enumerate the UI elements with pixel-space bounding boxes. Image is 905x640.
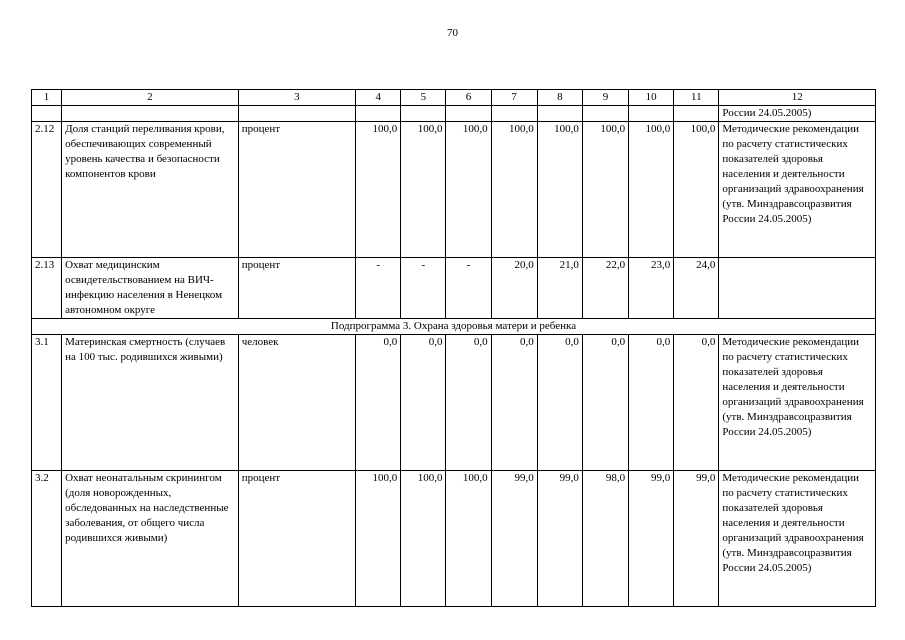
value-cell: 100,0 (356, 471, 401, 607)
column-header: 11 (674, 90, 719, 106)
column-header: 3 (238, 90, 355, 106)
unit: процент (238, 471, 355, 607)
column-header: 7 (491, 90, 537, 106)
carry-over-source: России 24.05.2005) (719, 106, 876, 122)
value-cell: 98,0 (582, 471, 628, 607)
row-number: 2.13 (32, 258, 62, 319)
page-number: 70 (447, 27, 458, 39)
value-cell: 0,0 (674, 335, 719, 471)
indicator-name: Охват медицинским освидетельствованием на ВИЧ-инфекцию населения в Ненецком автономном округе (62, 258, 239, 319)
source-note: Методические рекомендации по расчету статистических показателей здоровья населения и деятельности организаций здравоохранения (утв. Минздравсоцразвития России 24.05.2005) (719, 335, 876, 471)
column-header: 5 (401, 90, 446, 106)
unit: процент (238, 122, 355, 258)
value-cell: 99,0 (491, 471, 537, 607)
column-header: 1 (32, 90, 62, 106)
value-cell: - (446, 258, 491, 319)
row-number: 2.12 (32, 122, 62, 258)
value-cell: 0,0 (582, 335, 628, 471)
table-row (32, 258, 876, 319)
value-cell: 0,0 (356, 335, 401, 471)
value-cell: 0,0 (401, 335, 446, 471)
value-cell: 100,0 (537, 122, 582, 258)
value-cell: 100,0 (446, 122, 491, 258)
column-header: 6 (446, 90, 491, 106)
indicator-name: Материнская смертность (случаев на 100 тыс. родившихся живыми) (62, 335, 239, 471)
source-note: Методические рекомендации по расчету статистических показателей здоровья населения и деятельности организаций здравоохранения (утв. Минздравсоцразвития России 24.05.2005) (719, 122, 876, 258)
column-header-row (32, 90, 876, 106)
subprogram-row (32, 319, 876, 335)
value-cell: 21,0 (537, 258, 582, 319)
source-note: Методические рекомендации по расчету статистических показателей здоровья населения и деятельности организаций здравоохранения (утв. Минздравсоцразвития России 24.05.2005) (719, 471, 876, 607)
value-cell: 22,0 (582, 258, 628, 319)
value-cell: 100,0 (674, 122, 719, 258)
indicator-name: Доля станций переливания крови, обеспечивающих современный уровень качества и безопасности компонентов крови (62, 122, 239, 258)
column-header: 10 (629, 90, 674, 106)
value-cell: 100,0 (356, 122, 401, 258)
indicators-table (31, 89, 876, 607)
row-number: 3.2 (32, 471, 62, 607)
table-row (32, 471, 876, 607)
value-cell: - (401, 258, 446, 319)
value-cell: 100,0 (401, 122, 446, 258)
column-header: 9 (582, 90, 628, 106)
table-row (32, 335, 876, 471)
row-number: 3.1 (32, 335, 62, 471)
value-cell: 0,0 (629, 335, 674, 471)
value-cell: 100,0 (401, 471, 446, 607)
table-row (32, 122, 876, 258)
value-cell: 0,0 (446, 335, 491, 471)
value-cell: 99,0 (629, 471, 674, 607)
source-note (719, 258, 876, 319)
value-cell: 99,0 (674, 471, 719, 607)
carry-over-row (32, 106, 876, 122)
value-cell: 20,0 (491, 258, 537, 319)
column-header: 8 (537, 90, 582, 106)
indicator-name: Охват неонатальным скринингом (доля новорожденных, обследованных на наследственные заболевания, от общего числа родившихся живыми) (62, 471, 239, 607)
column-header: 12 (719, 90, 876, 106)
value-cell: 100,0 (446, 471, 491, 607)
column-header: 4 (356, 90, 401, 106)
unit: человек (238, 335, 355, 471)
value-cell: 100,0 (629, 122, 674, 258)
value-cell: 100,0 (582, 122, 628, 258)
value-cell: 99,0 (537, 471, 582, 607)
value-cell: 0,0 (491, 335, 537, 471)
value-cell: 0,0 (537, 335, 582, 471)
column-header: 2 (62, 90, 239, 106)
value-cell: - (356, 258, 401, 319)
value-cell: 23,0 (629, 258, 674, 319)
subprogram-title: Подпрограмма 3. Охрана здоровья матери и ребенка (32, 319, 876, 335)
value-cell: 24,0 (674, 258, 719, 319)
value-cell: 100,0 (491, 122, 537, 258)
unit: процент (238, 258, 355, 319)
